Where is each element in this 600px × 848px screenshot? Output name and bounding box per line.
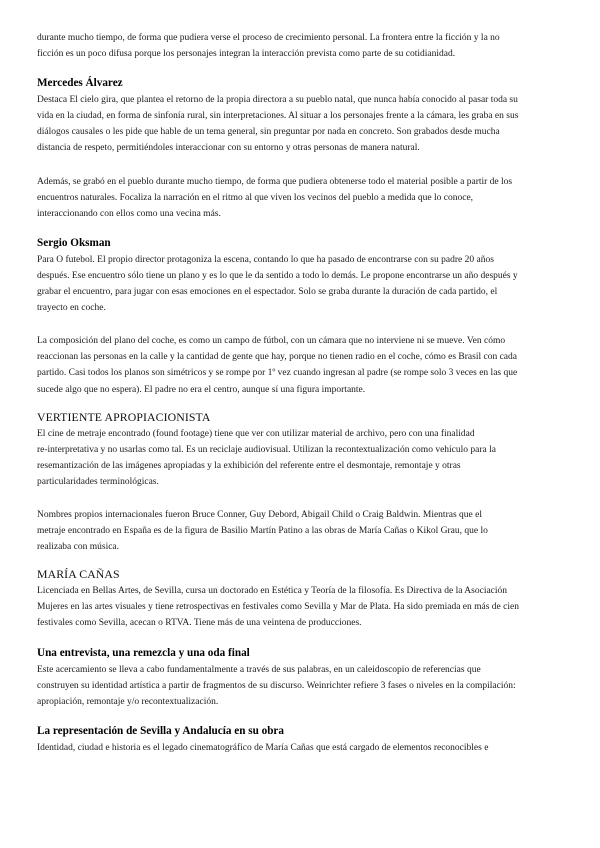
text-line: durante mucho tiempo, de forma que pudiera verse el proceso de crecimiento personal. La frontera entre la ficción y la no xyxy=(37,33,500,43)
text-line: Destaca El cielo gira, que plantea el retorno de la propia directora a su pueblo natal, que nunca había conocido al pasar toda su xyxy=(37,95,518,106)
text-line: Para O futebol. El propio director protagoniza la escena, contando lo que ha pasado de encontrarse con su padre 20 años xyxy=(37,254,494,265)
sergio-paragraph-2 xyxy=(37,333,567,397)
text-line: festivales como Sevilla, acecan o RTVA. Tiene más de una veintena de producciones. xyxy=(37,618,362,629)
heading-vertiente-apropiacionista: VERTIENTE APROPIACIONISTA xyxy=(37,409,211,424)
entrevista-paragraph-1 xyxy=(37,662,567,710)
text-line: ficción es un poco difusa porque los personajes integran la interacción prevista como parte de su cotidianidad. xyxy=(37,49,456,60)
text-line: apropiación, remontaje y/o recontextualización. xyxy=(37,696,219,707)
text-line: Además, se grabó en el pueblo durante mucho tiempo, de forma que pudiera obtenerse todo el material posible a partir de los xyxy=(37,176,513,187)
text-line: Nombres propios internacionales fueron Bruce Conner, Guy Debord, Abigail Child o Craig Baldwin. Mientras que el xyxy=(37,509,482,520)
text-line: después. Ese encuentro sólo tiene un plano y es lo que le da sentido a todo lo demás. Le propone encontrarse un año después y xyxy=(37,270,518,281)
heading-una-entrevista: Una entrevista, una remezcla y una oda final xyxy=(37,646,250,659)
text-line: construyen su identidad artística a partir de fragmentos de su discurso. Weinrichter refiere 3 fases o niveles en la compilación: xyxy=(37,680,516,691)
text-line: La composición del plano del coche, es como un campo de fútbol, con un cámara que no interviene ni se mueve. Ven cómo xyxy=(37,336,506,347)
text-line: metraje encontrado en España es de la figura de Basilio Martín Patino a las obras de María Cañas o Kikol Grau, que lo xyxy=(37,526,488,537)
intro-paragraph xyxy=(37,30,567,62)
mercedes-paragraph-2 xyxy=(37,174,567,222)
paragraph-gap xyxy=(37,157,567,174)
sergio-paragraph-1 xyxy=(37,252,567,316)
text-line: resemantización de las imágenes apropiadas y la exhibición del referente entre el desmontaje, remontaje y otras xyxy=(37,460,461,471)
paragraph-gap xyxy=(37,490,567,507)
heading-sergio-oksman: Sergio Oksman xyxy=(37,236,111,249)
text-line: partido. Casi todos los planos son simétricos y se rompe por 1º vez cuando ingresan al padre (se rompe solo 3 veces en las que xyxy=(37,368,518,379)
text-line: encuentros naturales. Focaliza la narración en el ritmo al que viven los vecinos del pueblo a medida que lo conoce, xyxy=(37,192,474,203)
vertiente-paragraph-2 xyxy=(37,507,567,555)
paragraph-gap xyxy=(37,316,567,333)
text-line: reaccionan las personas en la calle y la cantidad de gente que hay, porque no tienen radio en el coche, cómo es Brasil con cada xyxy=(37,352,517,363)
vertiente-paragraph-1 xyxy=(37,426,567,490)
mercedes-paragraph-1 xyxy=(37,92,567,156)
text-line: realizaba con música. xyxy=(37,542,120,553)
heading-maria-canas: MARÍA CAÑAS xyxy=(37,567,120,582)
text-line: distancia de respeto, permitiéndoles interaccionar con su entorno y otras personas de manera natural. xyxy=(37,143,420,154)
text-line: grabar el encuentro, para jugar con esas emociones en el espectador. Solo se graba durante la duración de cada partido, el xyxy=(37,287,498,298)
document-page xyxy=(37,30,567,756)
heading-representacion-sevilla: La representación de Sevilla y Andalucía en su obra xyxy=(37,724,284,737)
representacion-paragraph-1 xyxy=(37,740,567,756)
maria-paragraph-1 xyxy=(37,583,567,631)
text-line: vida en la ciudad, en forma de sinfonía rural, sin interpretaciones. Al situar a los personajes frente a la cámara, les graba en sus xyxy=(37,111,519,122)
text-line: diálogos causales o les pide que hable de un tema general, sin preguntar por nada en concreto. Son grabados desde mucha xyxy=(37,127,500,138)
text-line: Identidad, ciudad e historia es el legado cinematográfico de María Cañas que está cargado de elementos reconocibles e xyxy=(37,742,489,753)
heading-mercedes-alvarez: Mercedes Álvarez xyxy=(37,77,123,90)
text-line: El cine de metraje encontrado (found footage) tiene que ver con utilizar material de archivo, pero con una finalidad xyxy=(37,428,475,439)
text-line: Mujeres en las artes visuales y tiene retrospectivas en festivales como Sevilla y Mar de Plata. Ha sido premiada en más de cien xyxy=(37,602,519,613)
text-line: interaccionando con ellos como una vecina más. xyxy=(37,208,221,219)
text-line: particularidades terminológicas. xyxy=(37,476,159,487)
text-line: Este acercamiento se lleva a cabo fundamentalmente a través de sus palabras, en un caleidoscopio de referencias que xyxy=(37,664,481,675)
text-line: trayecto en coche. xyxy=(37,303,106,314)
text-line: sucede algo que no espera). El padre no era el centro, aunque sí una figura importante. xyxy=(37,384,366,395)
text-line: Licenciada en Bellas Artes, de Sevilla, cursa un doctorado en Estética y Teoría de la filosofía. Es Directiva de la Asociación xyxy=(37,586,508,597)
text-line: re-interpretativa y no usarlas como tal. Es un reciclaje audiovisual. Utilizan la recontextualización como vehículo para la xyxy=(37,444,496,455)
